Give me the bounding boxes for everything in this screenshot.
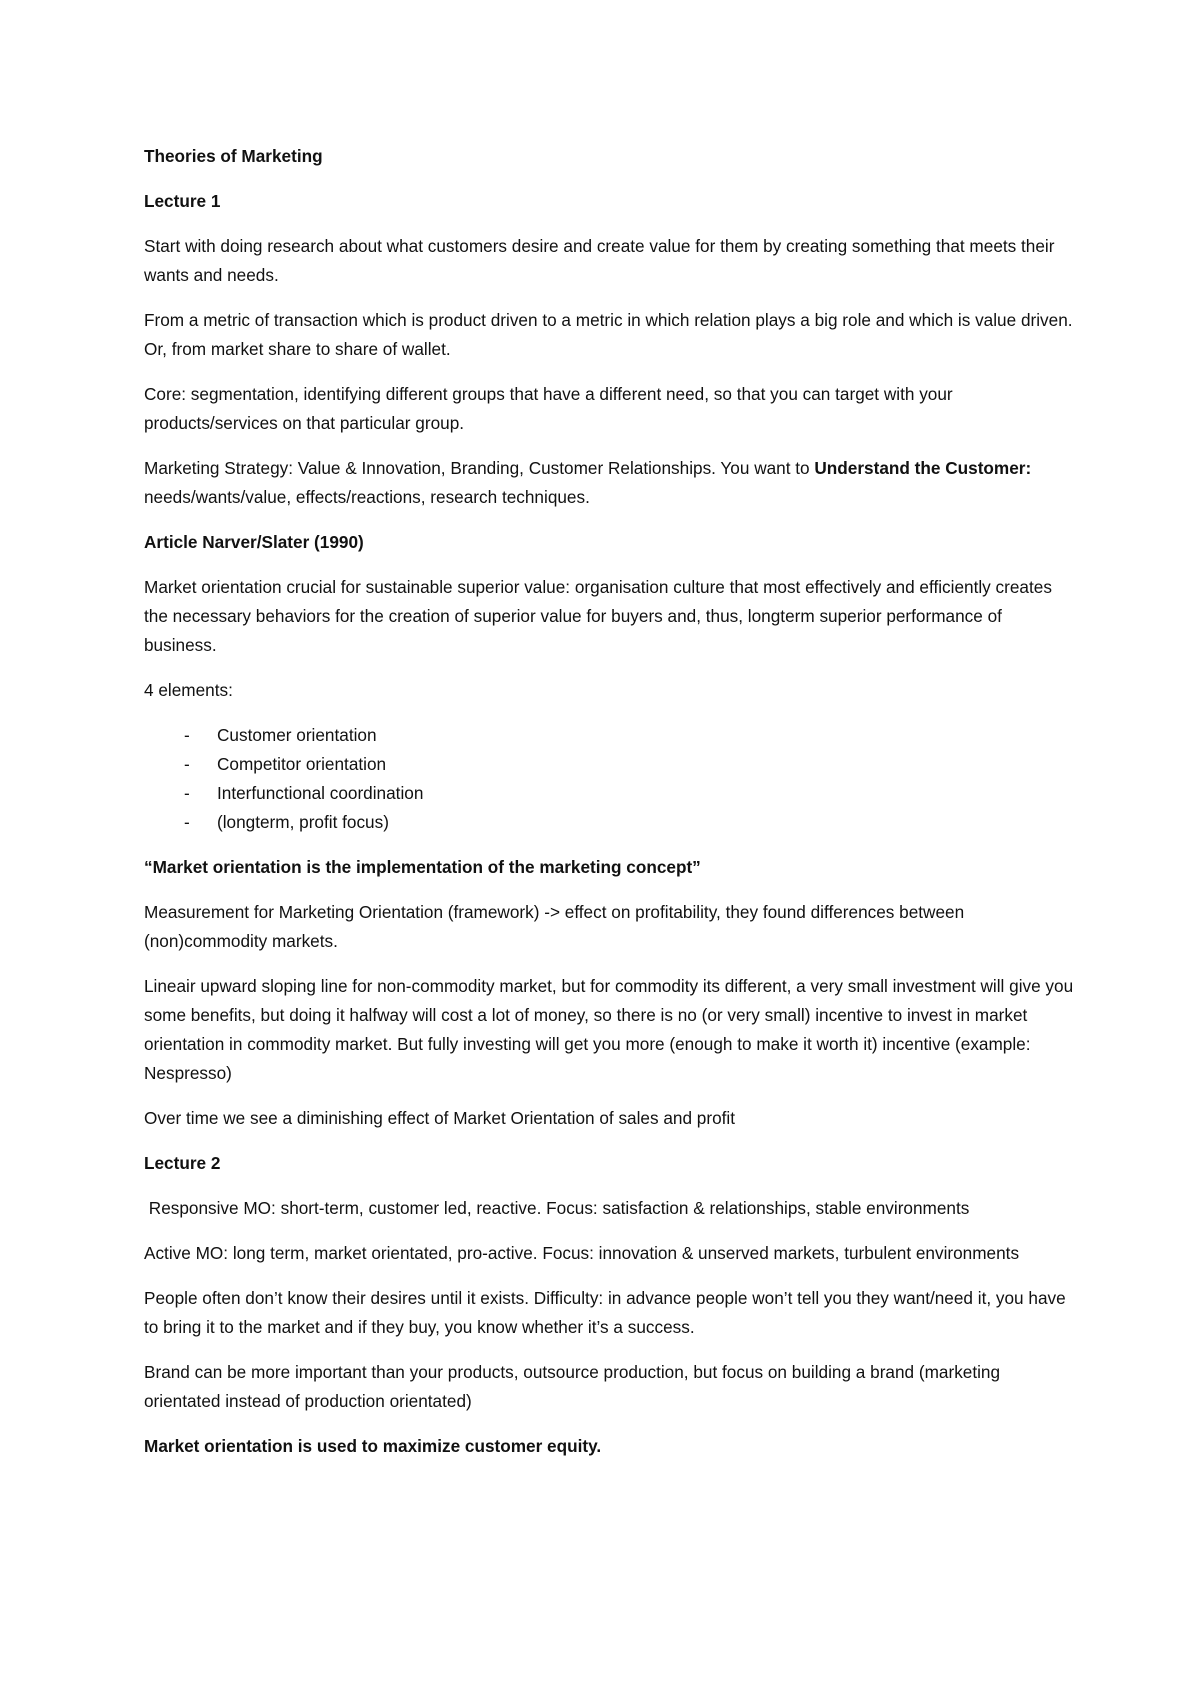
list-item-text: (longterm, profit focus) [217, 812, 389, 832]
dash-bullet: - [184, 754, 190, 774]
paragraph-metric: From a metric of transaction which is product driven to a metric in which relation plays a big role and which is value driven. Or, from market share to share of wallet. [144, 310, 1073, 359]
strategy-text: Marketing Strategy: Value & Innovation, Branding, Customer Relationships. You want to [144, 458, 815, 478]
paragraph-customer-equity: Market orientation is used to maximize customer equity. [144, 1436, 602, 1456]
paragraph-research: Start with doing research about what customers desire and create value for them by creating something that meets their wants and needs. [144, 236, 1055, 285]
lecture-1-heading: Lecture 1 [144, 191, 221, 211]
document-body [144, 142, 1074, 1477]
paragraph-brand: Brand can be more important than your products, outsource production, but focus on building a brand (marketing orientated instead of production orientated) [144, 1362, 1001, 1411]
list-item-text: Customer orientation [217, 725, 377, 745]
list-item [144, 808, 1074, 837]
list-item-text: Competitor orientation [217, 754, 387, 774]
paragraph-strategy [144, 454, 1074, 512]
strategy-bold-text: Understand the Customer: [814, 458, 1032, 478]
paragraph-active-mo: Active MO: long term, market orientated, pro-active. Focus: innovation & unserved markets, turbulent environments [144, 1243, 1020, 1263]
lecture-2-heading: Lecture 2 [144, 1153, 221, 1173]
elements-list [144, 721, 1074, 837]
document-title: Theories of Marketing [144, 146, 323, 166]
dash-bullet: - [184, 725, 190, 745]
paragraph-over-time: Over time we see a diminishing effect of Market Orientation of sales and profit [144, 1108, 736, 1128]
paragraph-core: Core: segmentation, identifying different groups that have a different need, so that you can target with your products/services on that particular group. [144, 384, 953, 433]
paragraph-market-orientation: Market orientation crucial for sustainable superior value: organisation culture that most effectively and efficiently creates the necessary behaviors for the creation of superior value for buyers and, thus, longterm superior performance of business. [144, 577, 1052, 655]
dash-bullet: - [184, 812, 190, 832]
list-item [144, 721, 1074, 750]
paragraph-measurement: Measurement for Marketing Orientation (framework) -> effect on profitability, they found differences between (non)commodity markets. [144, 902, 965, 951]
paragraph-lineair: Lineair upward sloping line for non-commodity market, but for commodity its different, a very small investment will give you some benefits, but doing it halfway will cost a lot of money, so there is no (or very small) incentive to invest in market orientation in commodity market. But fully investing will get you more (enough to make it worth it) incentive (example: Nespresso) [144, 976, 1074, 1083]
quote-heading: “Market orientation is the implementation of the marketing concept” [144, 857, 701, 877]
dash-bullet: - [184, 783, 190, 803]
article-heading: Article Narver/Slater (1990) [144, 532, 364, 552]
paragraph-desires: People often don’t know their desires until it exists. Difficulty: in advance people won’t tell you they want/need it, you have to bring it to the market and if they buy, you know whether it’s a success. [144, 1288, 1066, 1337]
paragraph-responsive-mo: Responsive MO: short-term, customer led, reactive. Focus: satisfaction & relationships, stable environments [144, 1198, 970, 1218]
list-item [144, 750, 1074, 779]
strategy-text-end: needs/wants/value, effects/reactions, research techniques. [144, 487, 590, 507]
list-item-text: Interfunctional coordination [217, 783, 424, 803]
list-item [144, 779, 1074, 808]
elements-intro: 4 elements: [144, 680, 233, 700]
